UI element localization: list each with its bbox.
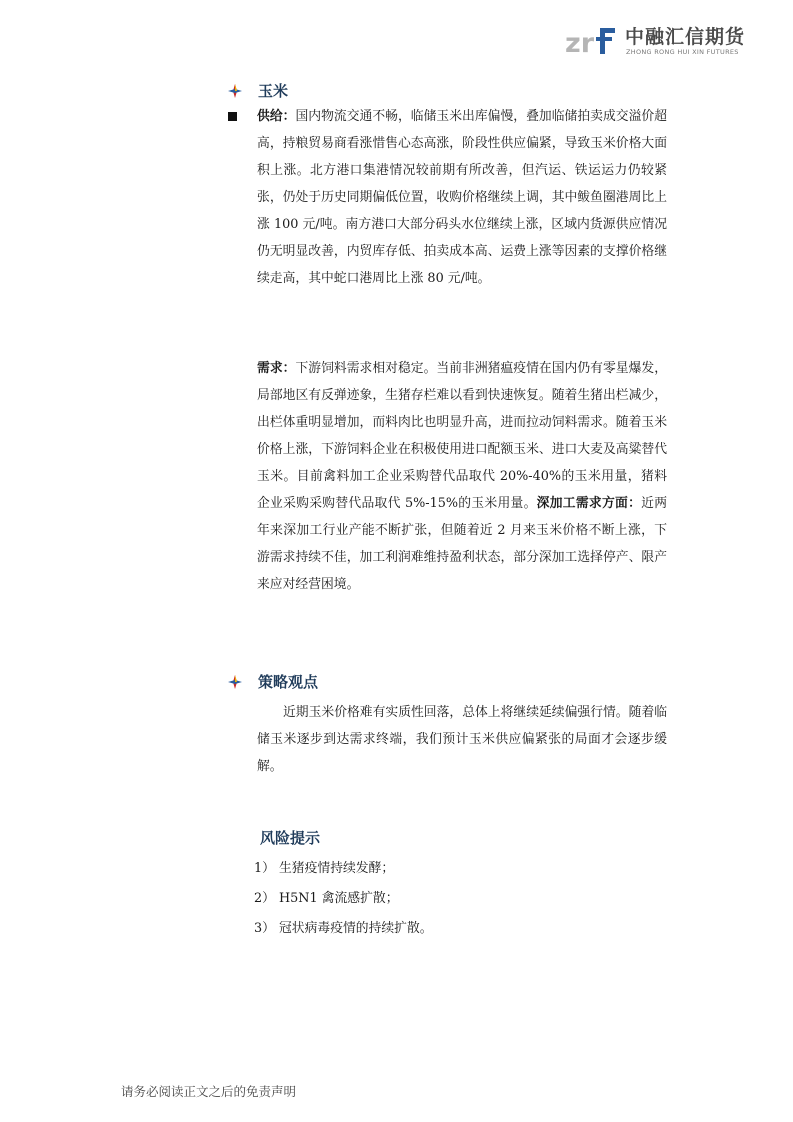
strategy-paragraph: 近期玉米价格难有实质性回落，总体上将继续延续偏强行情。随着临储玉米逐步到达需求终端，我们预计玉米供应偏紧张的局面才会逐步缓解。 xyxy=(257,705,667,774)
section-header-strategy xyxy=(228,671,318,692)
disclaimer-footer: 请务必阅读正文之后的免责声明 xyxy=(121,1084,297,1099)
section-title: 玉米 xyxy=(258,82,289,100)
diamond-bullet-icon xyxy=(228,675,242,689)
section-header-corn xyxy=(228,80,288,101)
logo-chinese-name: 中融汇信期货 xyxy=(625,26,746,48)
square-bullet-icon xyxy=(228,112,237,121)
demand-label: 需求： xyxy=(257,361,296,376)
section-title: 策略观点 xyxy=(258,673,319,691)
demand-text: 下游饲料需求相对稳定。当前非洲猪瘟疫情在国内仍有零星爆发，局部地区有反弹迹象，生猪存栏难以看到快速恢复。随着生猪出栏减少，出栏体重明显增加，而料肉比也明显升高，进而拉动饲料需求。随着玉米价格上涨，下游饲料企业在积极使用进口配额玉米、进口大麦及高粱替代玉米。目前禽料加工企业采购替代品取代 20%-40%的玉米用量，猪料企业采购采购替代品取代 5%-15%的玉米用量。 xyxy=(257,361,668,511)
deep-processing-text: 近两年来深加工行业产能不断扩张，但随着近 2 月来玉米价格不断上涨，下游需求持续不佳，加工利润难维持盈利状态，部分深加工选择停产、限产来应对经营困境。 xyxy=(257,496,668,592)
deep-processing-label: 深加工需求方面： xyxy=(536,496,642,511)
risk-item: 2） H5N1 禽流感扩散； xyxy=(254,891,399,906)
diamond-bullet-icon xyxy=(228,84,242,98)
section-header-risk xyxy=(260,827,320,848)
company-logo xyxy=(565,18,750,64)
svg-text:zr: zr xyxy=(565,28,595,59)
risk-item: 3） 冠状病毒疫情的持续扩散。 xyxy=(254,921,433,936)
risk-item: 1） 生猪疫情持续发酵； xyxy=(254,861,395,876)
section-title: 风险提示 xyxy=(260,829,321,847)
demand-paragraph xyxy=(257,355,667,598)
supply-paragraph xyxy=(257,103,667,292)
supply-text: 国内物流交通不畅，临储玉米出库偏慢，叠加临储拍卖成交溢价超高，持粮贸易商看涨惜售心态高涨，阶段性供应偏紧，导致玉米价格大面积上涨。北方港口集港情况较前期有所改善，但汽运、铁运运力仍较紧张，仍处于历史同期偏低位置，收购价格继续上调，其中鲅鱼圈港周比上涨 100 元/吨。南方港口大部分码头水位继续上涨，区域内货源供应情况仍无明显改善，内贸库存低、拍卖成本高、运费上涨等因素的支撑价格继续走高，其中蛇口港周比上涨 80 元/吨。 xyxy=(257,109,668,286)
supply-label: 供给： xyxy=(257,109,296,124)
zrf-logo-mark xyxy=(565,22,619,60)
logo-english-name: ZHONG RONG HUI XIN FUTURES xyxy=(626,48,739,56)
